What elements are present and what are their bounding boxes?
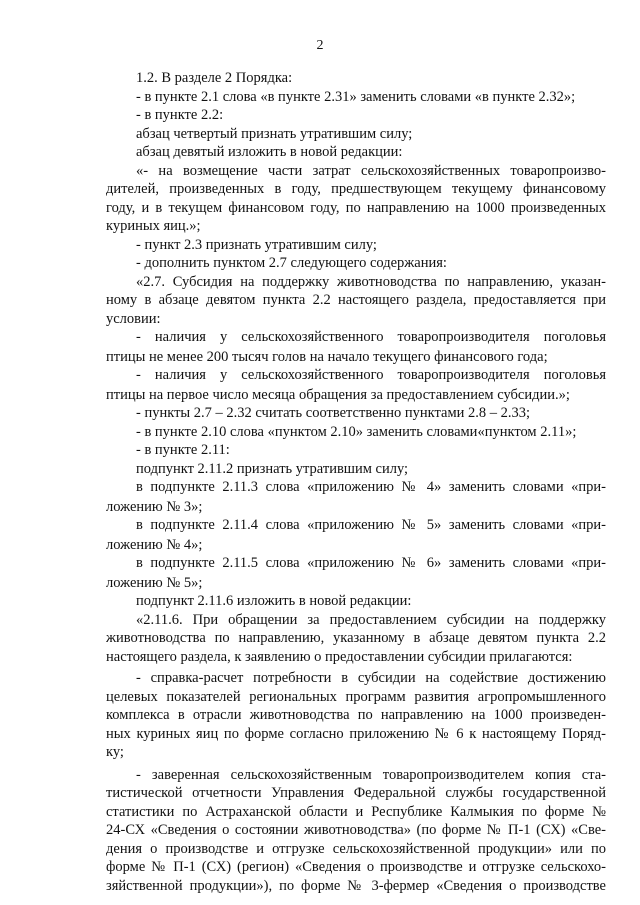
document-line: - в пункте 2.2:	[136, 107, 224, 123]
document-line: ку;	[106, 744, 124, 760]
document-line: - в пункте 2.10 слова «пунктом 2.10» заменить словами«пунктом 2.11»;	[136, 423, 577, 440]
document-line: статистики по Астраханской области и Республике Калмыкия по форме №	[106, 803, 606, 820]
document-line: подпункт 2.11.2 признать утратившим силу;	[136, 460, 409, 477]
document-line: - в пункте 2.1 слова «в пункте 2.31» заменить словами «в пункте 2.32»;	[136, 88, 576, 105]
document-line: 1.2. В разделе 2 Порядка:	[136, 70, 293, 86]
document-line: «2.7. Субсидия на поддержку животноводства по направлению, указан-	[136, 273, 606, 290]
document-line: в подпункте 2.11.3 слова «приложению № 4» заменить словами «при-	[136, 479, 606, 495]
document-line: - справка-расчет потребности в субсидии на содействие достижению	[136, 670, 606, 686]
document-line: животноводства по направлению, указанному в абзаце девятом пункта 2.2	[106, 630, 606, 646]
document-line: куриных яиц.»;	[106, 218, 201, 234]
document-line: ложению № 5»;	[106, 574, 203, 591]
document-line: зяйственной продукции»), по форме № 3-фермер «Сведения о производстве	[106, 877, 606, 894]
document-line: ных куриных яиц по форме согласно приложению № 6 к настоящему Поряд-	[106, 725, 606, 742]
document-line: году, и в текущем финансовом году, по направлению на 1000 произведенных	[106, 199, 606, 216]
document-line: настоящего раздела, к заявлению о предоставлении субсидии прилагаются:	[106, 648, 573, 665]
document-line: «- на возмещение части затрат сельскохозяйственных товаропроизво-	[136, 162, 606, 179]
document-line: в подпункте 2.11.4 слова «приложению № 5» заменить словами «при-	[136, 517, 606, 533]
document-line: форме № П-1 (СХ) (регион) «Сведения о производстве и отгрузке сельскохо-	[106, 859, 606, 875]
document-line: - наличия у сельскохозяйственного товаропроизводителя поголовья	[136, 329, 606, 345]
document-line: дения о производстве и отгрузке сельскохозяйственной продукции» или по	[106, 840, 606, 857]
document-line: 24-СХ «Сведения о состоянии животноводства» (по форме № П-1 (СХ) «Све-	[106, 822, 606, 838]
document-line: ложению № 3»;	[106, 498, 203, 515]
document-line: ному в абзаце девятом пункта 2.2 настоящего раздела, предоставляется при	[106, 292, 606, 308]
document-line: условии:	[106, 310, 161, 327]
document-line: - пункт 2.3 признать утратившим силу;	[136, 236, 377, 253]
document-line: - пункты 2.7 – 2.32 считать соответственно пунктами 2.8 – 2.33;	[136, 405, 531, 421]
document-line: - дополнить пунктом 2.7 следующего содержания:	[136, 255, 447, 271]
document-line: абзац девятый изложить в новой редакции:	[136, 144, 403, 160]
document-body	[106, 69, 606, 895]
document-line: абзац четвертый признать утратившим силу;	[136, 125, 413, 142]
document-line: в подпункте 2.11.5 слова «приложению № 6» заменить словами «при-	[136, 555, 606, 571]
document-line: комплекса в отрасли животноводства по направлению на 1000 произведен-	[106, 707, 606, 723]
document-line: - в пункте 2.11:	[136, 442, 230, 458]
document-line: - наличия у сельскохозяйственного товаропроизводителя поголовья	[136, 367, 606, 383]
document-line: подпункт 2.11.6 изложить в новой редакции:	[136, 593, 412, 609]
document-line: целевых показателей региональных программ развития агропромышленного	[106, 688, 606, 705]
document-line: птицы не менее 200 тысяч голов на начало текущего финансового года;	[106, 348, 548, 365]
document-line: птицы на первое число месяца обращения за предоставлением субсидии.»;	[106, 386, 570, 403]
document-line: дителей, произведенных в году, предшествующем текущему финансовому	[106, 181, 606, 197]
document-line: «2.11.6. При обращении за предоставлением субсидии на поддержку	[136, 611, 606, 628]
document-line: тистической отчетности Управления Федеральной службы государственной	[106, 785, 606, 801]
page-number: 2	[316, 38, 324, 53]
document-line: - заверенная сельскохозяйственным товаропроизводителем копия ста-	[136, 766, 606, 783]
document-line: ложению № 4»;	[106, 536, 203, 553]
